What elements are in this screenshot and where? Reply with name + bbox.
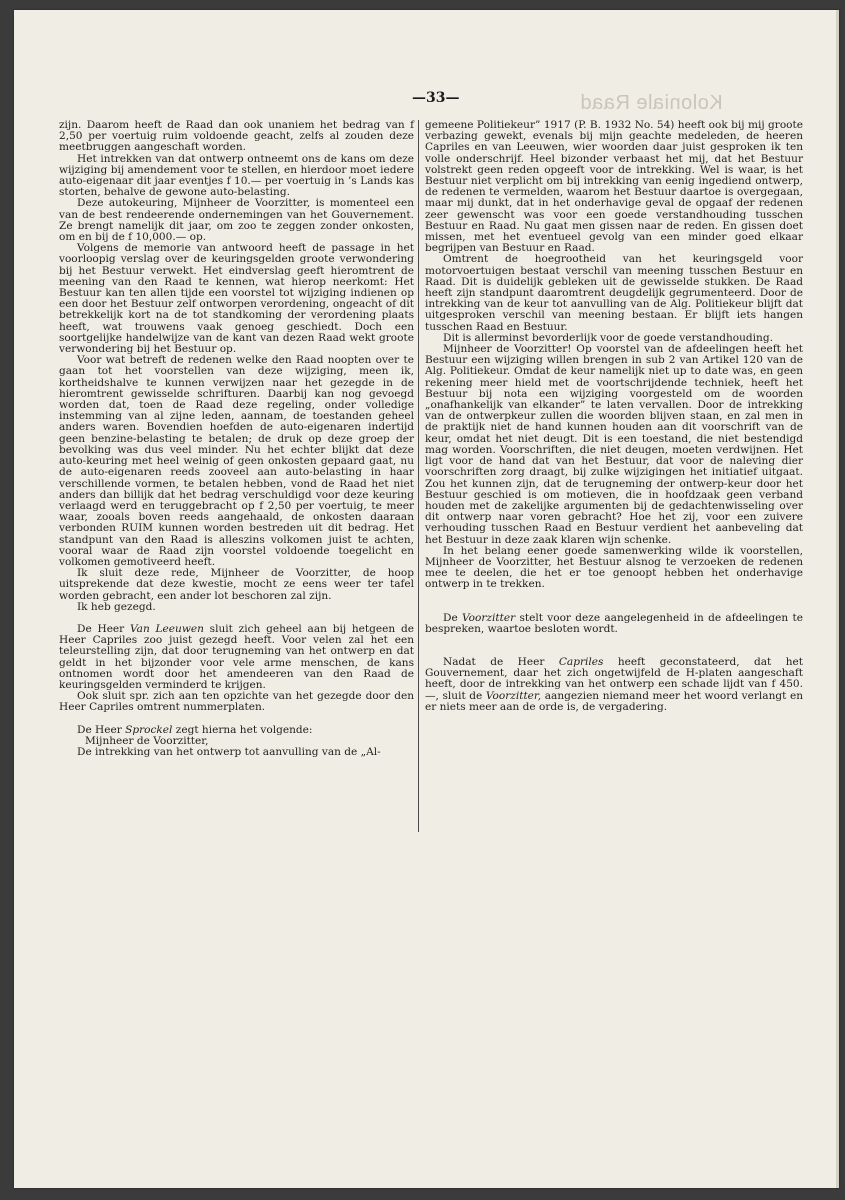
paragraph: Dit is allerminst bevorderlijk voor de goede verstandhouding. [443, 331, 773, 344]
paragraph: Deze autokeuring, Mijnheer de Voorzitter, is momenteel een van de best rendeerende ondernemingen van het Gouvernement. Ze brengt namelijk dit jaar, om zoo te zeggen zonder onkosten, om en bij de f 10,000.— op. [59, 197, 414, 244]
bleed-through-heading: Koloniale Raad [580, 92, 723, 114]
paragraph: De Heer Van Leeuwen sluit zich geheel aan bij hetgeen de Heer Capriles zoo juist gezegd heeft. Voor velen zal het een teleurstelling zijn, dat door terugneming van het ontwerp en dat geldt in het bijzonder voor vele arme menschen, de kans ontnomen wordt door het amendeeren van den Raad de keuringsgelden verminderd te krijgen. [59, 622, 414, 691]
paragraph: Nadat de Heer Capriles heeft geconstateerd, dat het Gouvernement, daar het zich ongetwijfeld de H-platen aangeschaft heeft, door de intrekking van het ontwerp een schade lijdt van f 450.—, sluit de Voorzitter, aangezien niemand meer het woord verlangt en er niets meer aan de orde is, de vergadering. [425, 655, 803, 713]
page-number: —33— [412, 90, 460, 106]
paragraph: zijn. Daarom heeft de Raad dan ook unaniem het bedrag van f 2,50 per voertuig ruim voldoende geacht, zelfs al zouden deze meetbruggen aangeschaft worden. [59, 119, 414, 154]
paragraph: Volgens de memorie van antwoord heeft de passage in het voorloopig verslag over de keuringsgelden groote verwondering bij het Bestuur verwekt. Het eindverslag geeft hieromtrent de meening van den Raad te kennen, wat hierop neerkomt: Het Bestuur kan ten allen tijde een voorstel tot wijziging indienen op een door het Bestuur zelf ontworpen verordening, ongeacht of dit betrekkelijk kort na de tot standkoming der verordening plaats heeft, wat trouwens vaak genoeg geschiedt. Doch een soortgelijke handelwijze van de kant van dezen Raad wekt groote verwondering bij het Bestuur op. [59, 242, 414, 356]
paragraph: Het intrekken van dat ontwerp ontneemt ons de kans om deze wijziging bij amendement voor te stellen, en hierdoor moet iedere auto-eigenaar dit jaar eventjes f 10.— per voertuig in ’s Lands kas storten, behalve de gewone auto-belasting. [59, 152, 414, 199]
paragraph: Mijnheer de Voorzitter, [85, 734, 209, 747]
speaker-name: Sprockel [125, 723, 173, 736]
paragraph: Ik heb gezegd. [77, 600, 156, 613]
paragraph: De intrekking van het ontwerp tot aanvulling van de „Al- [77, 745, 381, 758]
paragraph: Omtrent de hoegrootheid van het keuringsgeld voor motorvoertuigen bestaat verschil van meening tusschen Bestuur en Raad. Dit is duidelijk gebleken uit de gewisselde stukken. De Raad heeft zijn standpunt daaromtrent deugdelijk gegrumenteerd. Door de intrekking van de keur tot aanvulling van de Alg. Politiekeur blijft dat uitgesproken verschil van meening bestaan. Er blijft iets hangen tusschen Raad en Bestuur. [425, 253, 803, 333]
speaker-name: Capriles [558, 655, 604, 668]
paragraph: Ook sluit spr. zich aan ten opzichte van het gezegde door den Heer Capriles omtrent nummerplaten. [59, 690, 414, 714]
paragraph: De Voorzitter stelt voor deze aangelegenheid in de afdeelingen te bespreken, waartoe besloten wordt. [425, 611, 803, 635]
right-column [425, 120, 803, 713]
paragraph: Mijnheer de Voorzitter! Op voorstel van de afdeelingen heeft het Bestuur een wijziging willen brengen in sub 2 van Artikel 120 van de Alg. Politiekeur. Omdat de keur namelijk niet up to date was, en geen rekening meer hield met de voortschrijdende techniek, heeft het Bestuur bij nota een wijziging voorgesteld om de woorden „onafhankelijk van elkander” te laten vervallen. Door de intrekking van de ontwerpkeur zullen die woorden blijven staan, en zal men in de praktijk niet de hand kunnen houden aan dit voorschrift van de keur, omdat het niet deugt. Dit is een toestand, die niet bestendigd mag worden. Voorschriften, die niet deugen, moeten verdwijnen. Het ligt voor de hand dat van het Bestuur, dat voor de naleving dier voorschriften zorg draagt, bij zulke wijzigingen het initiatief uitgaat. Zou het kunnen zijn, dat de terugneming der ontwerp-keur door het Bestuur geschied is om motieven, die in hoofdzaak geen verband houden met de zakelijke argumenten bij de gedachtenwisseling over dit ontwerp naar voren gebracht? Hoe het zij, voor een zuivere verhouding tusschen Raad en Bestuur verdient het aanbeveling dat het Bestuur in deze zaak klaren wijn schenke. [425, 343, 803, 546]
paragraph: Voor wat betreft de redenen welke den Raad noopten over te gaan tot het voorstellen van deze wijziging, meen ik, kortheidshalve te kunnen verwijzen naar het gezegde in de hieromtrent gewisselde schrifturen. Daarbij kan nog gevoegd worden dat, toen de Raad deze regeling, onder volledige instemming van al zijne leden, aannam, de toestanden geheel anders waren. Bovendien hoefden de auto-eigenaren indertijd geen benzine-belasting te betalen; de druk op deze groep der bevolking was dus veel minder. Nu het echter blijkt dat deze auto-keuring met heel weinig of geen onkosten gepaard gaat, nu de auto-eigenaren reeds zooveel aan auto-belasting in haar verschillende vormen, te betalen hebben, vond de Raad het niet anders dan billijk dat het bedrag verschuldigd voor deze keuring verlaagd werd en teruggebracht op f 2,50 per voertuig, te meer waar, zooals boven reeds aangehaald, de onkosten daaraan verbonden RUIM kunnen worden bestreden uit dit bedrag. Het standpunt van den Raad is alleszins volkomen juist te achten, vooral waar de Raad zijn voorstel voldoende toegelicht en volkomen gemotiveerd heeft. [59, 354, 414, 568]
column-divider [418, 120, 419, 832]
document-page [14, 10, 839, 1188]
left-column [59, 120, 414, 758]
paragraph: gemeene Politiekeur” 1917 (P. B. 1932 No. 54) heeft ook bij mij groote verbazing gewekt, evenals bij mijn geachte medeleden, de heeren Capriles en van Leeuwen, wier woorden daar juist gesproken ik ten volle onderschrijf. Heel bizonder verbaast het mij, dat het Bestuur volstrekt geen reden opgeeft voor de intrekking. Wel is waar, is het Bestuur niet verplicht om bij intrekking van eenig ingediend ontwerp, de redenen te vermelden, waarom het Bestuur daartoe is overgegaan, maar mij dunkt, dat in het onderhavige geval de opgaaf der redenen zeer gewenscht was voor een goede verstandhouding tusschen Bestuur en Raad. Nu gaat men gissen naar de reden. En gissen doet missen, met het eventueel gevolg van een minder goed elkaar begrijpen van Bestuur en Raad. [425, 119, 803, 255]
paragraph: In het belang eener goede samenwerking wilde ik voorstellen, Mijnheer de Voorzitter, het Bestuur alsnog te verzoeken de redenen mee te deelen, die het er toe genoopt hebben het onderhavige ontwerp in te trekken. [425, 544, 803, 591]
paragraph: Ik sluit deze rede, Mijnheer de Voorzitter, de hoop uitsprekende dat deze kwestie, mocht ze eens weer ter tafel worden gebracht, een ander lot beschoren zal zijn. [59, 567, 414, 602]
speaker-name: Van Leeuwen [130, 622, 204, 635]
paragraph: De Heer Sprockel zegt hierna het volgende: [77, 723, 313, 736]
speaker-name: Voorzitter, [485, 689, 542, 702]
speaker-name: Voorzitter [462, 611, 516, 624]
